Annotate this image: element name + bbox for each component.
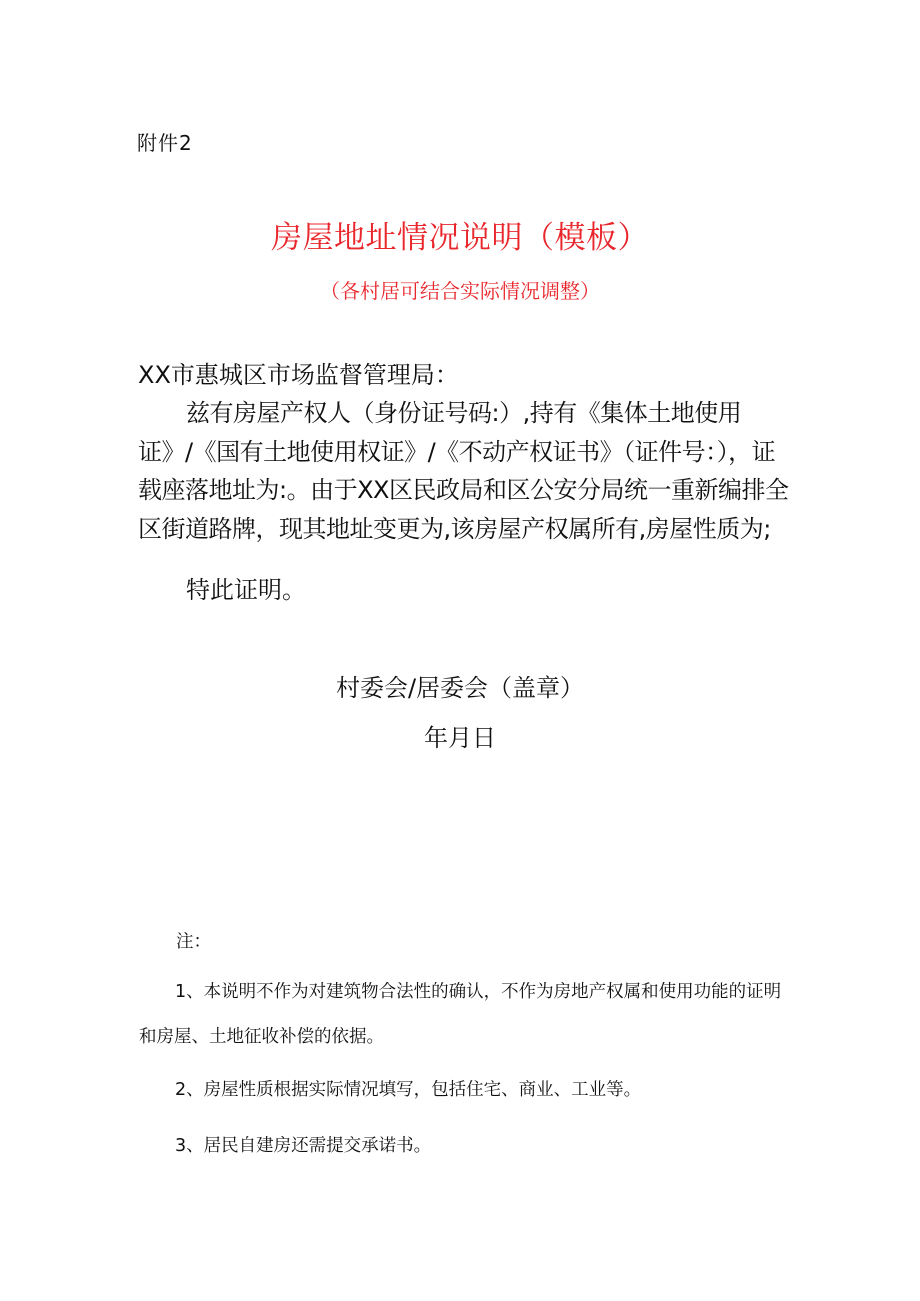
note-item: 2、房屋性质根据实际情况填写，包括住宅、商业、工业等。: [175, 1080, 642, 1100]
statement-paragraph: 兹有房屋产权人（身份证号码:）,持有《集体土地使用证》/《国有土地使用权证》/《不动产权证书》（证件号：），证载座落地址为:。由于XX区民政局和区公安分局统一重新编排全区街道路牌，现其地址变更为,该房屋产权属所有,房屋性质为;: [138, 399, 789, 543]
signature-date: 年月日: [424, 724, 496, 752]
note-item: 3、居民自建房还需提交承诺书。: [175, 1136, 432, 1156]
notes-label: 注：: [176, 932, 211, 952]
document-title: 房屋地址情况说明（模板）: [271, 220, 649, 256]
document-subtitle: （各村居可结合实际情况调整）: [320, 279, 600, 303]
closing-statement: 特此证明。: [186, 576, 306, 604]
addressee: XX市惠城区市场监督管理局：: [138, 361, 459, 389]
attachment-label: 附件2: [137, 131, 193, 155]
signature-organization: 村委会/居委会（盖章）: [335, 674, 585, 702]
note-item: 1、本说明不作为对建筑物合法性的确认，不作为房地产权属和使用功能的证明和房屋、土地征收补偿的依据。: [139, 982, 782, 1047]
